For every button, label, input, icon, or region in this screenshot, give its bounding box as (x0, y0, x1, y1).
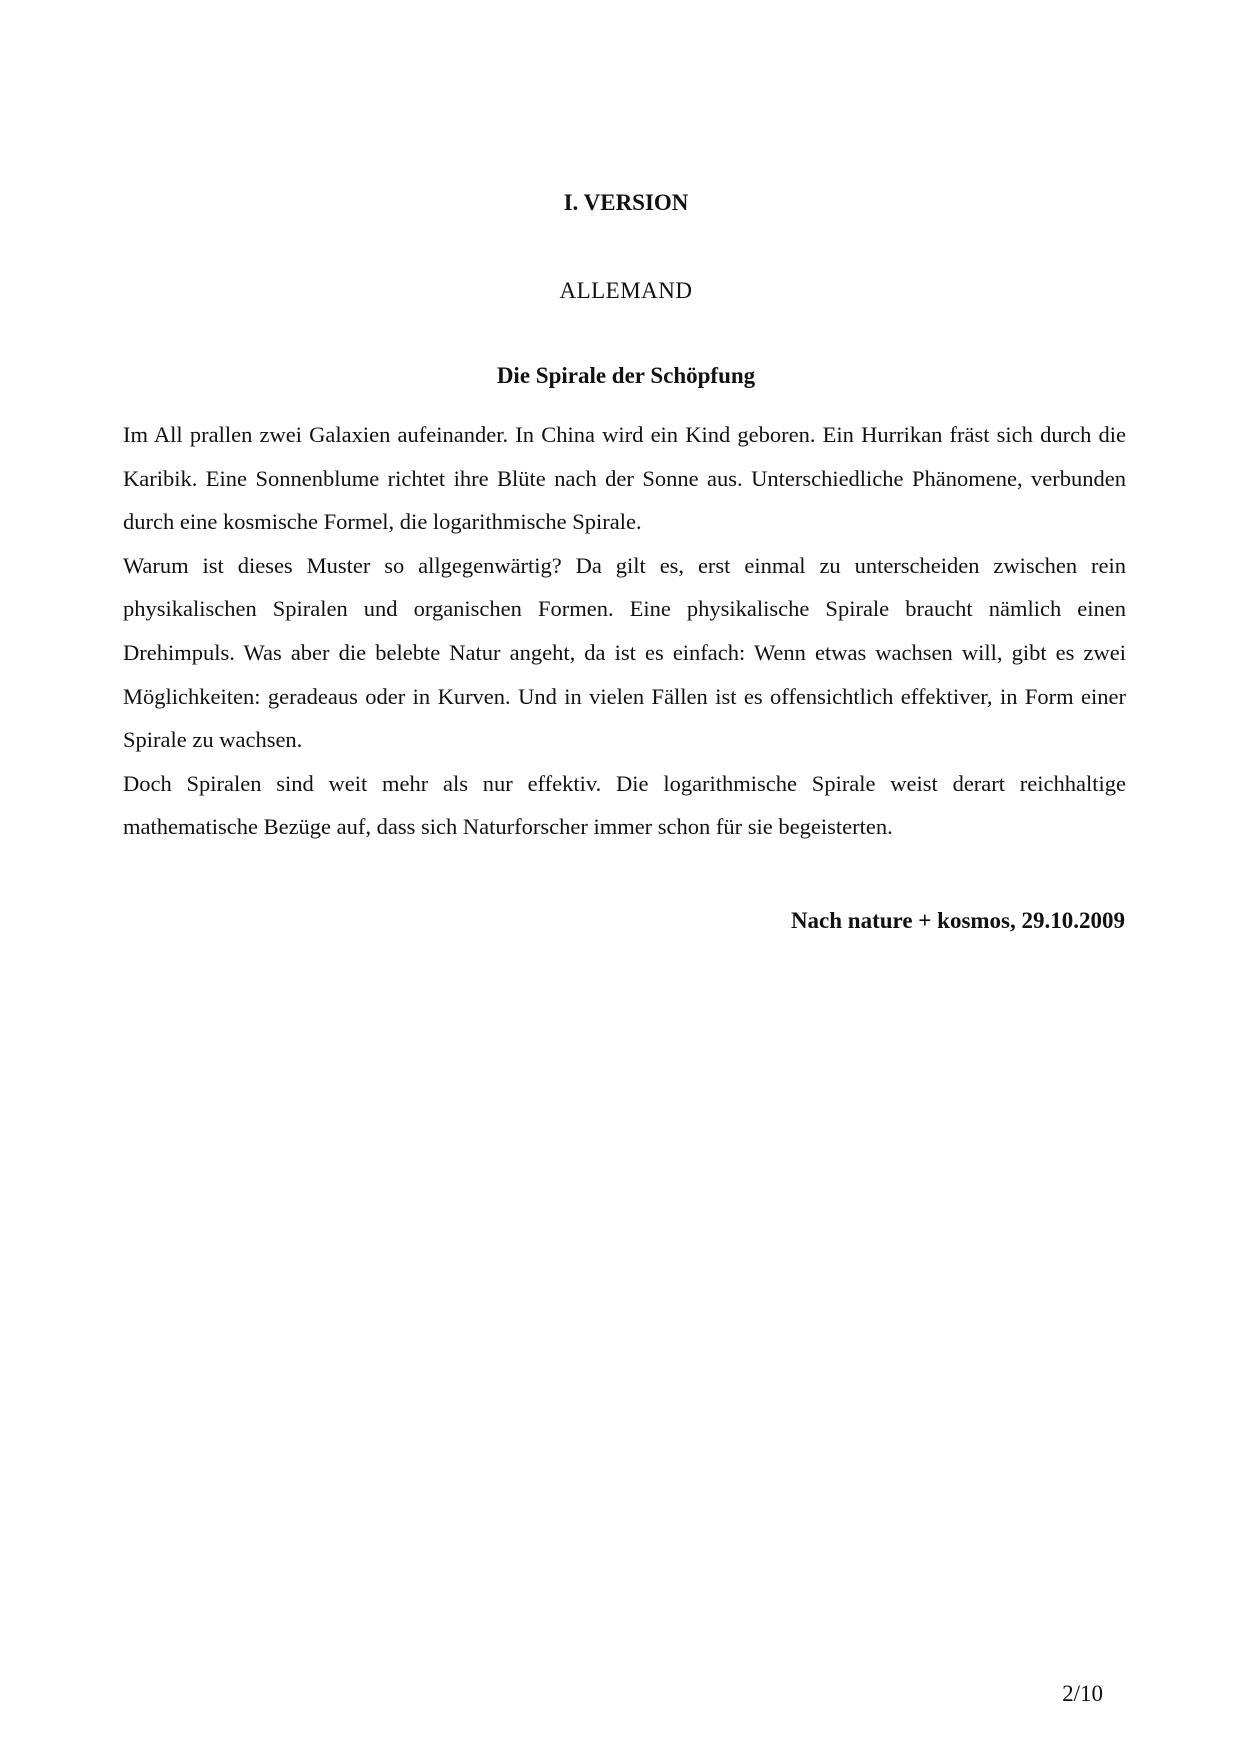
language-label: ALLEMAND (559, 278, 693, 303)
paragraph: Warum ist dieses Muster so allgegenwärtig? Da gilt es, erst einmal zu unterscheiden zwischen rein physikalischen Spiralen und organischen Formen. Eine physikalische Spirale braucht nämlich einen Drehimpuls. Was aber die belebte Natur angeht, da ist es einfach: Wenn etwas wachsen will, gibt es zwei Möglichkeiten: geradeaus oder in Kurven. Und in vielen Fällen ist es offensichtlich effektiver, in Form einer Spirale zu wachsen. (123, 552, 1126, 753)
source-citation: Nach nature + kosmos, 29.10.2009 (790, 908, 1125, 933)
page-number: 2/10 (1062, 1681, 1103, 1706)
section-heading: I. VERSION (563, 190, 689, 215)
text-title: Die Spirale der Schöpfung (496, 363, 756, 388)
paragraph: Im All prallen zwei Galaxien aufeinander. In China wird ein Kind geboren. Ein Hurrikan fräst sich durch die Karibik. Eine Sonnenblume richtet ihre Blüte nach der Sonne aus. Unterschiedliche Phänomene, verbunden durch eine kosmische Formel, die logarithmische Spirale. (123, 422, 1126, 535)
paragraph: Doch Spiralen sind weit mehr als nur effektiv. Die logarithmische Spirale weist derart reichhaltige mathematische Bezüge auf, dass sich Naturforscher immer schon für sie begeisterten. (123, 770, 1126, 840)
body-text (123, 413, 1126, 849)
